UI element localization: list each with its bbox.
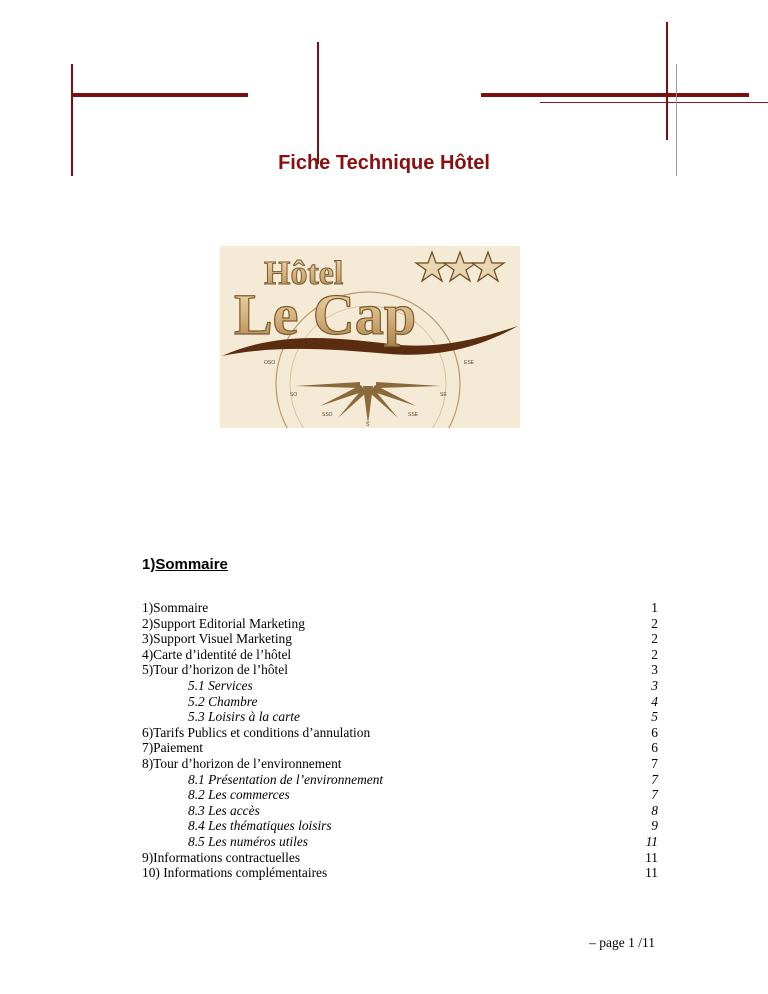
toc-entry-label: 1)Sommaire — [142, 600, 209, 615]
toc-entry-page: 6 — [651, 724, 658, 740]
toc-entry-page: 1 — [651, 600, 658, 615]
toc-entry-page: 2 — [651, 631, 658, 647]
compass-label-sso: SSO — [322, 412, 333, 418]
toc-entry-label: 7)Paiement — [142, 740, 203, 756]
compass-label-se: SE — [440, 392, 447, 398]
toc-entry[interactable] — [142, 662, 658, 678]
toc-entry-label: 8.5 Les numéros utiles — [188, 833, 309, 849]
toc-entry-label: 5.1 Services — [188, 677, 253, 693]
toc-entry-page: 7 — [651, 787, 658, 803]
toc-entry[interactable] — [142, 725, 658, 741]
logo-word-lecap: Le Cap — [234, 282, 417, 347]
toc-entry-page: 7 — [651, 771, 658, 787]
toc-entry[interactable] — [142, 772, 658, 788]
toc-entry-label: 3)Support Visuel Marketing — [142, 631, 292, 647]
toc-entry-page: 4 — [651, 693, 658, 709]
toc-entry-page: 11 — [645, 865, 658, 881]
toc-entry[interactable] — [142, 834, 658, 850]
header-rule-right-thin — [540, 102, 768, 103]
toc-entry-page: 2 — [651, 646, 658, 662]
compass-label-oso: OSO — [264, 360, 276, 366]
toc-entry-label: 2)Support Editorial Marketing — [142, 615, 305, 631]
toc-entry[interactable] — [142, 678, 658, 694]
toc-entry[interactable] — [142, 865, 658, 881]
toc-entry-page: 11 — [645, 849, 658, 865]
header-rule-left — [72, 93, 248, 97]
toc-entry[interactable] — [142, 803, 658, 819]
toc-entry-label: 8.2 Les commerces — [188, 787, 290, 803]
toc-entry-label: 8.1 Présentation de l’environnement — [188, 771, 384, 787]
toc-entry-page: 6 — [651, 740, 658, 756]
toc-entry-label: 5)Tour d’horizon de l’hôtel — [142, 662, 288, 678]
toc-entry-label: 8)Tour d’horizon de l’environnement — [142, 755, 342, 771]
toc-entry[interactable] — [142, 631, 658, 647]
toc-entry-label: 8.4 Les thématiques loisirs — [188, 818, 332, 834]
section-heading-sommaire — [142, 556, 228, 573]
header-rule-right-vertical — [666, 22, 668, 140]
toc-entry[interactable] — [142, 740, 658, 756]
page-number: – page 1 /11 — [589, 935, 655, 950]
toc-entry-page: 2 — [651, 615, 658, 631]
compass-label-sse: SSE — [408, 412, 419, 418]
section-number: 1) — [142, 556, 156, 573]
toc-entry-label: 5.3 Loisirs à la carte — [188, 709, 300, 725]
toc-entry-label: 5.2 Chambre — [188, 693, 258, 709]
toc-entry-page: 3 — [651, 677, 658, 693]
header-rule-center-vertical — [317, 42, 319, 164]
toc-entry[interactable] — [142, 850, 658, 866]
toc-entry-page: 8 — [651, 802, 658, 818]
toc-entry[interactable] — [142, 756, 658, 772]
section-label: Sommaire — [155, 556, 228, 573]
toc-entry[interactable] — [142, 600, 658, 616]
toc-entry-label: 10) Informations complémentaires — [142, 865, 328, 881]
compass-label-so: SO — [290, 392, 298, 398]
hotel-logo — [220, 246, 520, 428]
table-of-contents — [142, 600, 658, 881]
header-rule-right — [481, 93, 749, 97]
toc-entry[interactable] — [142, 818, 658, 834]
toc-entry-page: 7 — [651, 755, 658, 771]
toc-entry-page: 9 — [651, 818, 658, 834]
toc-entry[interactable] — [142, 709, 658, 725]
toc-entry-label: 9)Informations contractuelles — [142, 849, 301, 865]
toc-entry-label: 4)Carte d’identité de l’hôtel — [142, 646, 292, 662]
compass-label-s: S — [366, 422, 370, 428]
page-title: Fiche Technique Hôtel — [278, 152, 490, 174]
logo-word-hotel: Hôtel — [264, 255, 344, 292]
toc-entry[interactable] — [142, 616, 658, 632]
toc-entry-page: 11 — [645, 833, 658, 849]
toc-entry[interactable] — [142, 787, 658, 803]
toc-entry-page: 3 — [651, 662, 658, 678]
toc-entry-page: 5 — [651, 709, 658, 725]
toc-entry-label: 8.3 Les accès — [188, 802, 260, 818]
toc-entry-label: 6)Tarifs Publics et conditions d’annulation — [142, 724, 371, 740]
toc-entry[interactable] — [142, 647, 658, 663]
compass-label-ese: ESE — [464, 360, 475, 366]
toc-entry[interactable] — [142, 694, 658, 710]
